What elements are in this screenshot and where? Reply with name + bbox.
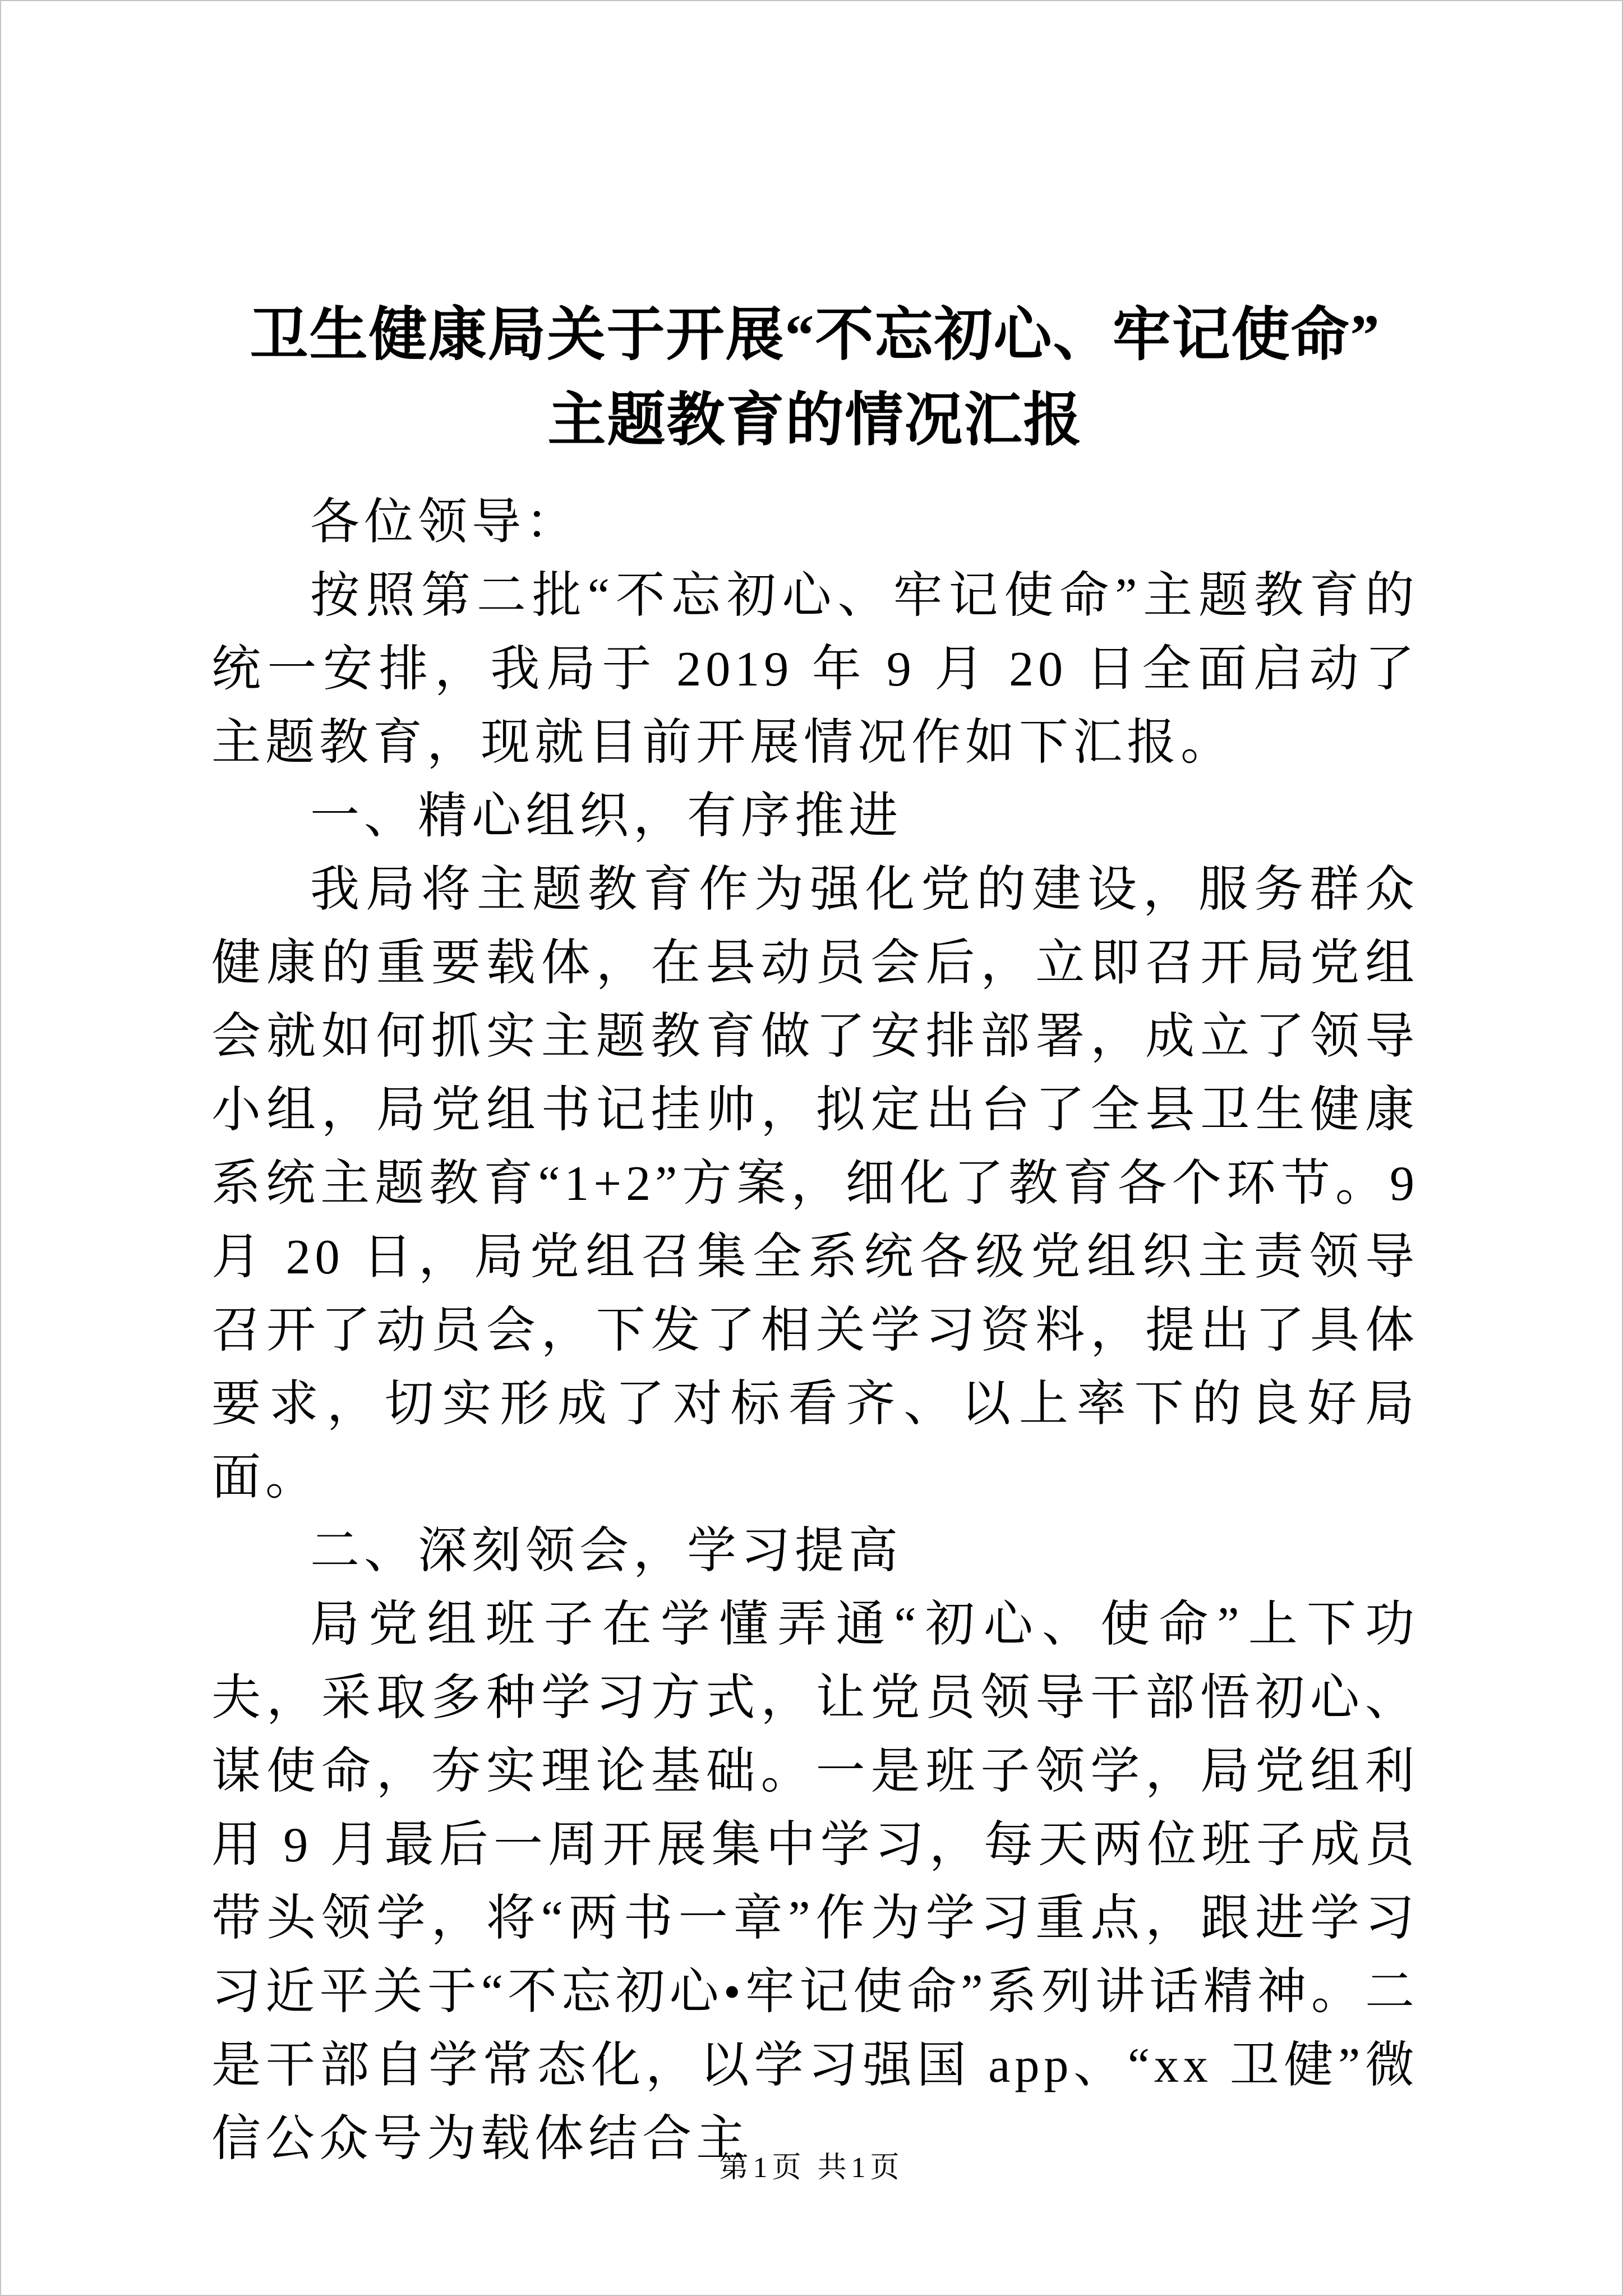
- document-title-line-2: 主题教育的情况汇报: [547, 388, 1083, 453]
- paragraph-section-1: 我局将主题教育作为强化党的建设，服务群众健康的重要载体，在县动员会后，立即召开局党组会就如何抓实主题教育做了安排部署，成立了领导小组，局党组书记挂帅，拟定出台了全县卫生健康系统主题教育“1+2”方案，细化了教育各个环节。9 月 20 日，局党组召集全系统各级党组织主责领导召开了动员会，下发了相关学习资料，提出了具体要求，切实形成了对标看齐、以上率下的良好局面。: [211, 863, 1419, 1505]
- page-number-footer: 第1页 共1页: [719, 2152, 904, 2184]
- section-heading-2: 二、深刻领会，学习提高: [310, 1524, 903, 1579]
- document-title: [211, 293, 1419, 463]
- paragraph-section-2: 局党组班子在学懂弄通“初心、使命”上下功夫，采取多种学习方式，让党员领导干部悟初心、谋使命，夯实理论基础。一是班子领学，局党组利用 9 月最后一周开展集中学习，每天两位班子成员带头领学，将“两书一章”作为学习重点，跟进学习习近平关于“不忘初心•牢记使命”系列讲话精神。二是干部自学常态化，以学习强国 app、“xx 卫健”微信公众号为载体结合主: [211, 1598, 1419, 2166]
- document-title-line-1: 卫生健康局关于开展“不忘初心、牢记使命”: [250, 303, 1381, 367]
- paragraph-intro: 按照第二批“不忘初心、牢记使命”主题教育的统一安排，我局于 2019 年 9 月 20 日全面启动了主题教育，现就目前开展情况作如下汇报。: [211, 569, 1419, 770]
- document-body: [211, 486, 1419, 2176]
- section-heading-1: 一、精心组织，有序推进: [310, 789, 903, 844]
- paragraph-salutation: 各位领导：: [310, 495, 580, 550]
